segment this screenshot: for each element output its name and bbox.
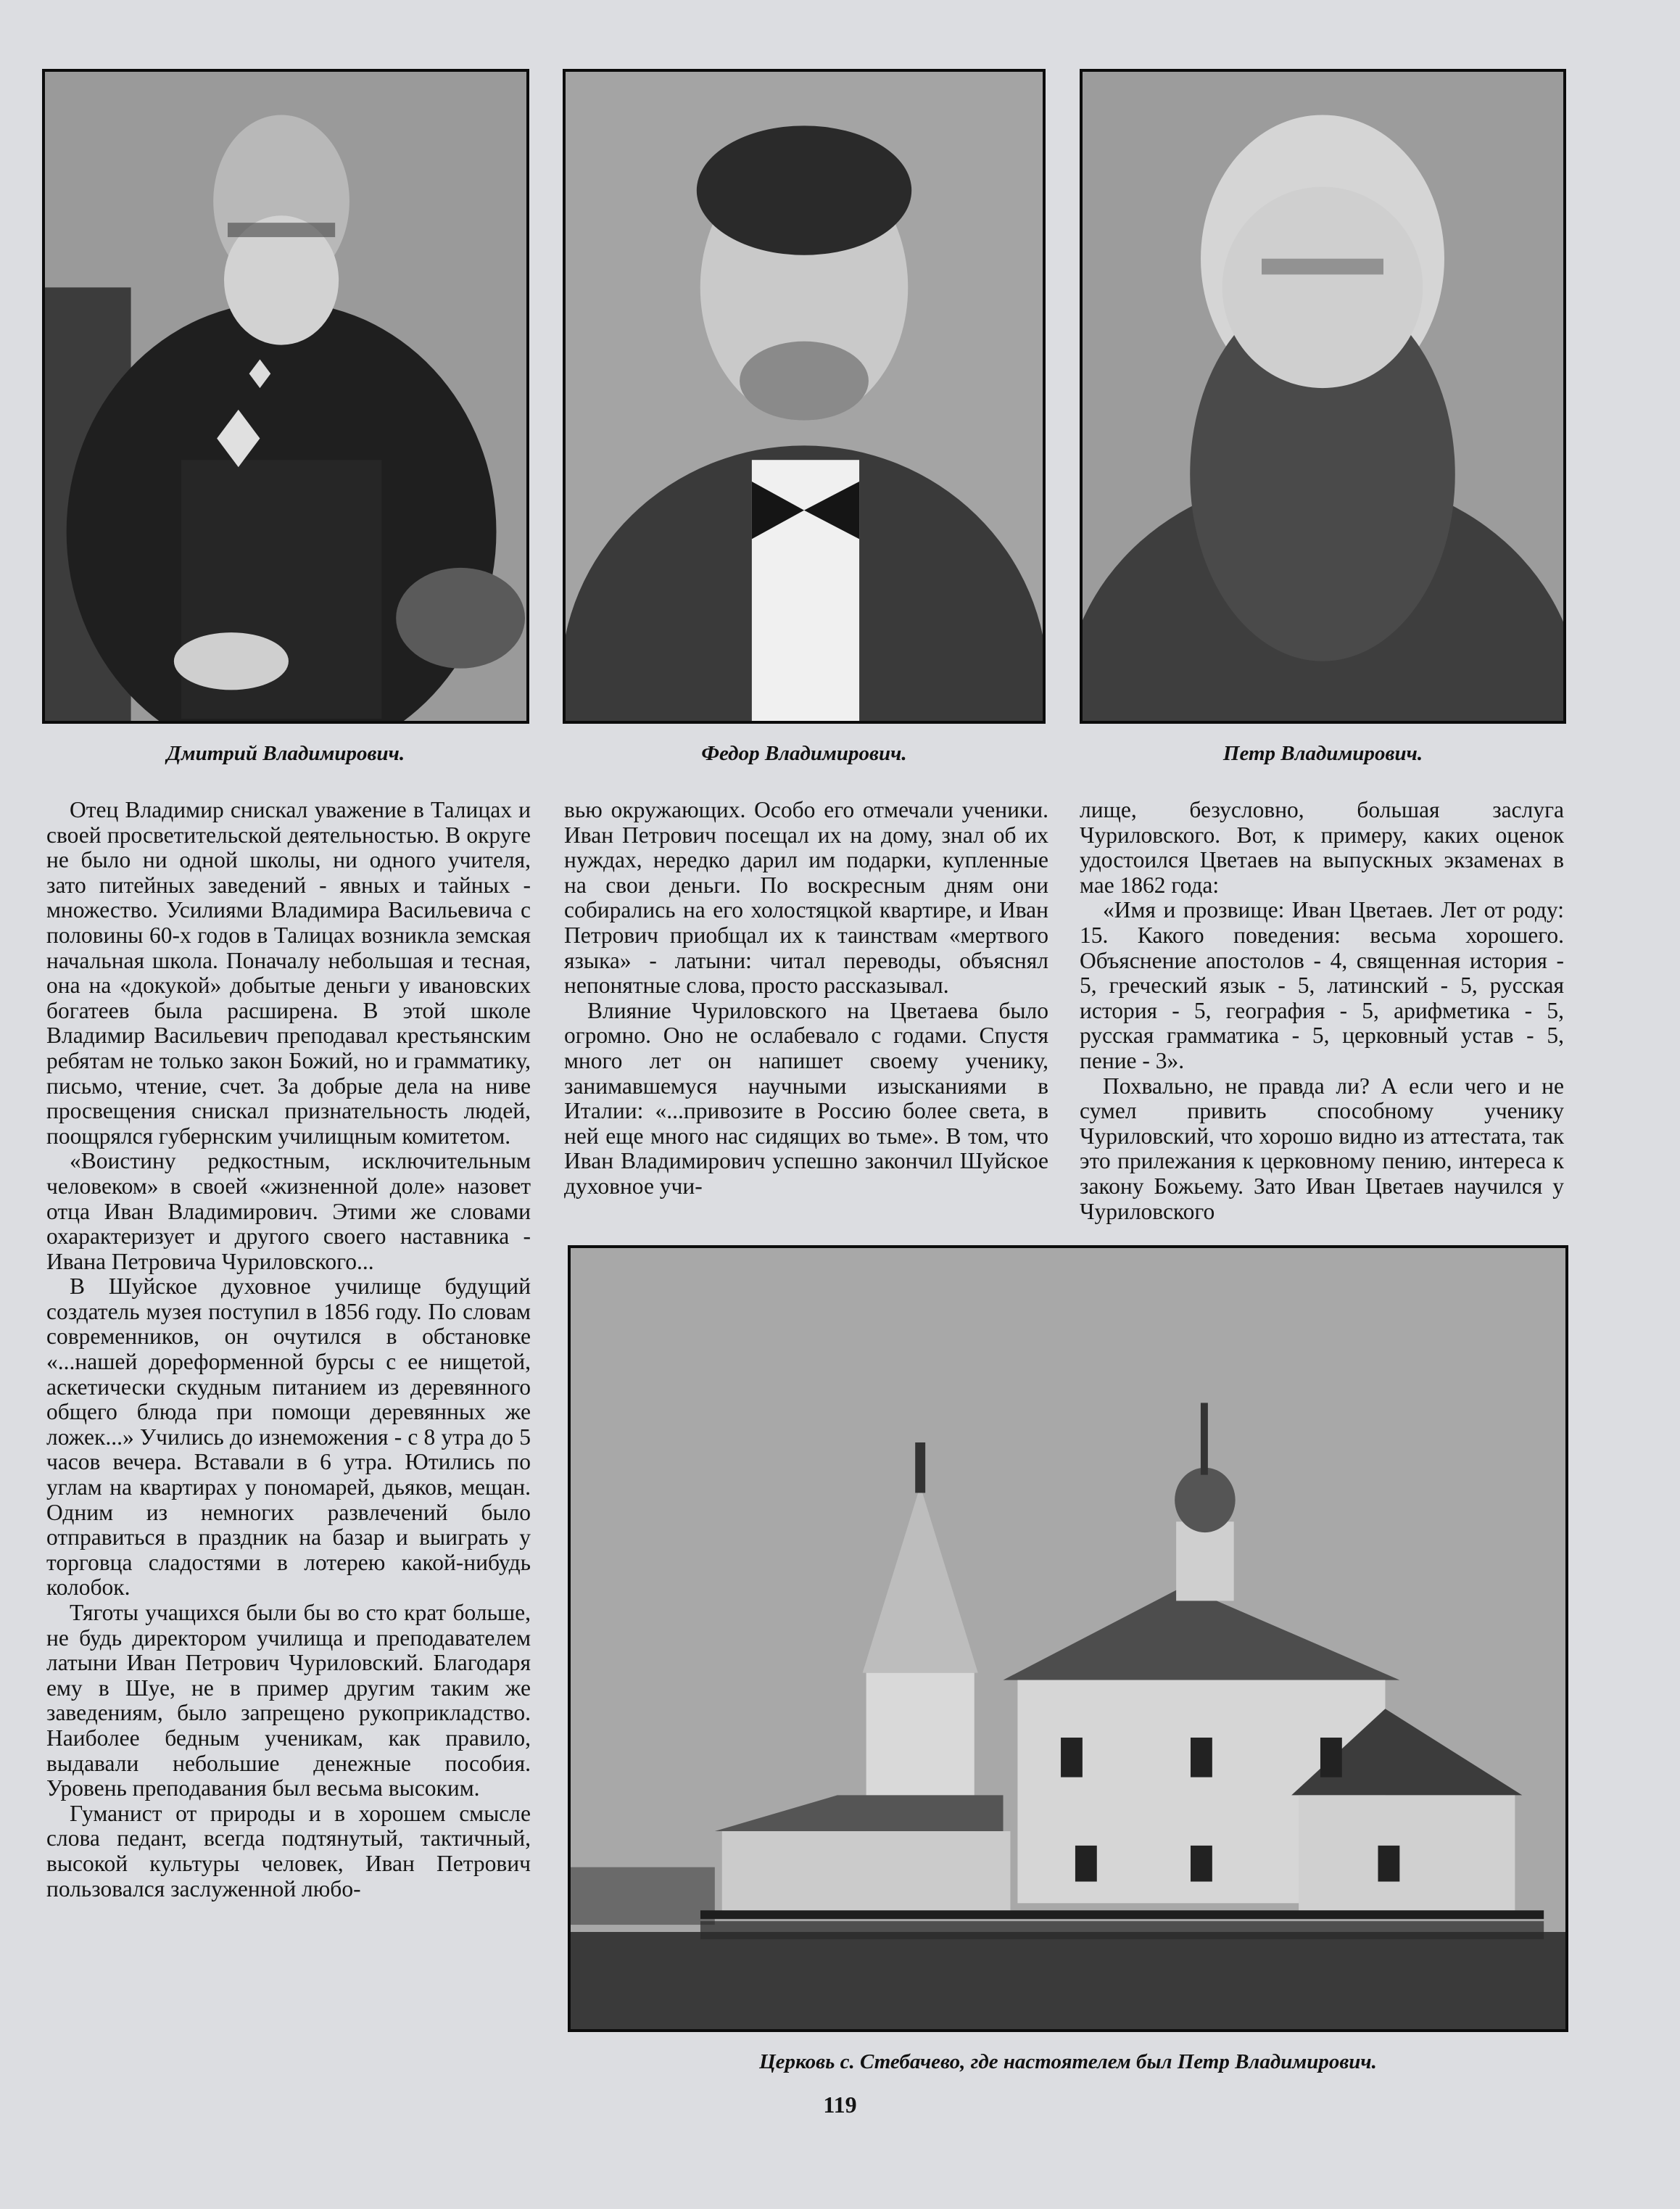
paragraph: Тяготы учащихся были бы во сто крат больше, не будь директором училища и преподавателем латыни Иван Петрович Чуриловский. Благодаря ему в Шуе, не в пример другим таким же заведениям, было запрещено рукоприкладство. Наиболее бедным ученикам, как правило, выдавали небольшие денежные пособия. Уровень преподавания был весьма высоким. xyxy=(46,1600,531,1801)
paragraph: «Имя и прозвище: Иван Цветаев. Лет от роду: 15. Какого поведения: весьма хорошего. Объяснение апостолов - 4, священная история - 5, греческий язык - 5, латинский - 5, русская история - 5, география - 5, арифметика - 5, русская грамматика - 5, церковный устав - 5, пение - 3». xyxy=(1080,897,1564,1073)
text-column-3 xyxy=(1080,798,1564,1233)
text-column-1 xyxy=(46,798,531,2078)
paragraph: Влияние Чуриловского на Цветаева было огромно. Оно не ослабевало с годами. Спустя много лет он напишет своему ученику, занимавшемуся научными изысканиями в Италии: «...привозите в Россию более света, в ней еще много нас сидящих во тьме». В том, что Иван Владимирович успешно закончил Шуйское духовное учи- xyxy=(564,997,1048,1199)
portrait-petr-caption: Петр Владимирович. xyxy=(1222,742,1423,765)
portrait-fedor-caption: Федор Владимирович. xyxy=(701,742,907,765)
portrait-dmitry-caption: Дмитрий Владимирович. xyxy=(166,742,405,765)
church-photo xyxy=(568,1245,1568,2032)
portrait-dmitry-photo xyxy=(42,69,529,724)
paragraph: Похвально, не правда ли? А если чего и не сумел привить способному ученику Чуриловский, что хорошо видно из аттестата, так это прилежания к церковному пению, интереса к закону Божьему. Зато Иван Цветаев научился у Чуриловского xyxy=(1080,1073,1564,1224)
portrait-fedor-photo xyxy=(563,69,1046,724)
portrait-petr-photo xyxy=(1080,69,1566,724)
paragraph: вью окружающих. Особо его отмечали ученики. Иван Петрович посещал их на дому, знал об их нуждах, нередко дарил им подарки, купленные на свои деньги. По воскресным дням они собирались на его холостяцкой квартире, и Иван Петрович приобщал их к таинствам «мертвого языка» - латыни: читал переводы, объяснял непонятные слова, просто рассказывал. xyxy=(564,797,1048,999)
paragraph: «Воистину редкостным, исключительным человеком» в своей «жизненной доле» назовет отца Иван Владимирович. Этими же словами охарактеризует и другого своего наставника - Ивана Петровича Чуриловского... xyxy=(46,1148,531,1274)
paragraph: Отец Владимир снискал уважение в Талицах и своей просветительской деятельностью. В округе не было ни одной школы, ни одного учителя, зато питейных заведений - явных и тайных - множество. Усилиями Владимира Васильевича с половины 60-х годов в Талицах возникла земская начальная школа. Поначалу небольшая и тесная, она на «докукой» добытые деньги у ивановских богатеев была расширена. В этой школе Владимир Васильевич преподавал крестьянским ребятам не только закон Божий, но и грамматику, письмо, чтение, счет. За добрые дела на ниве просвещения снискал признательность людей, поощрялся губернским училищным комитетом. xyxy=(46,797,531,1149)
paragraph: В Шуйское духовное училище будущий создатель музея поступил в 1856 году. По словам современников, он очутился в обстановке «...нашей дореформенной бурсы с ее нищетой, аскетически скудным питанием из деревянного общего блюда при помощи деревянных же ложек...» Учились до изнеможения - с 8 утра до 5 часов вечера. Вставали в 6 утра. Ютились по углам на квартирах у пономарей, дьяков, мещан. Одним из немногих развлечений было отправиться в праздник на базар и выиграть у торговца сладостями в лотерею какой-нибудь колобок. xyxy=(46,1273,531,1601)
page-number: 119 xyxy=(823,2092,857,2118)
paragraph: лище, безусловно, большая заслуга Чуриловского. Вот, к примеру, каких оценок удостоился Цветаев на выпускных экзаменах в мае 1862 года: xyxy=(1080,797,1564,898)
text-column-2 xyxy=(564,798,1048,1233)
paragraph: Гуманист от природы и в хорошем смысле слова педант, всегда подтянутый, тактичный, высокой культуры человек, Иван Петрович пользовался заслуженной любо- xyxy=(46,1800,531,1902)
church-photo-caption: Церковь с. Стебачево, где настоятелем был Петр Владимирович. xyxy=(759,2050,1377,2073)
